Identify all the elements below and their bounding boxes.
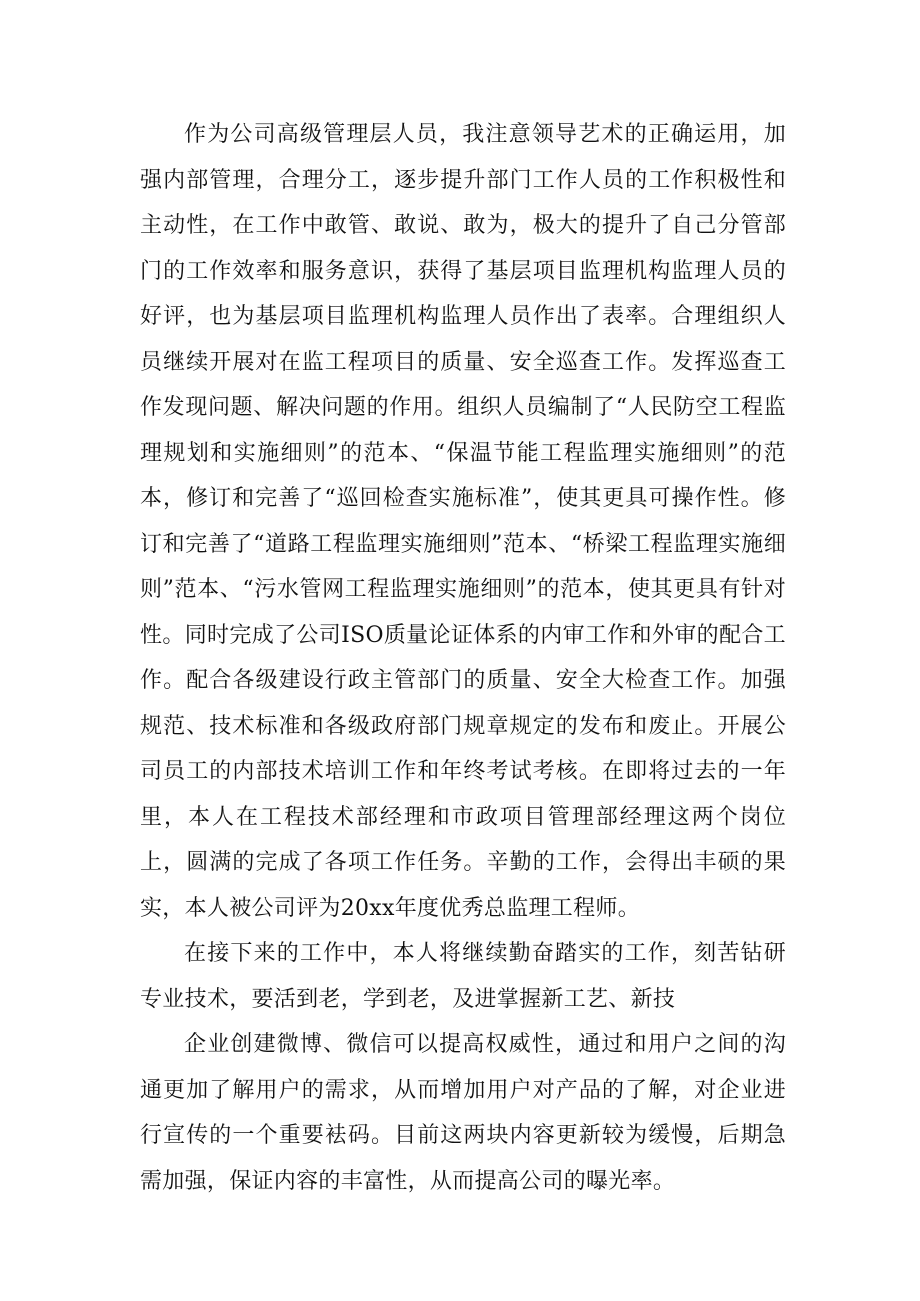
- paragraph-next-plan: 在接下来的工作中，本人将继续勤奋踏实的工作，刻苦钻研专业技术，要活到老，学到老，及进掌握新工艺、新技: [140, 941, 786, 1012]
- paragraph-weibo-wechat: 企业创建微博、微信可以提高权威性，通过和用户之间的沟通更加了解用户的需求，从而增加用户对产品的了解，对企业进行宣传的一个重要袪码。目前这两块内容更新较为缓慢，后期急需加强，保证内容的丰富性，从而提高公司的曝光率。: [140, 1032, 786, 1194]
- paragraph-work-summary: 作为公司高级管理层人员，我注意领导艺术的正确运用，加强内部管理，合理分工，逐步提升部门工作人员的工作积极性和主动性，在工作中敢管、敢说、敢为，极大的提升了自己分管部门的工作效率和服务意识，获得了基层项目监理机构监理人员的好评，也为基层项目监理机构监理人员作出了表率。合理组织人员继续开展对在监工程项目的质量、安全巡查工作。发挥巡查工作发现问题、解决问题的作用。组织人员编制了“人民防空工程监理规划和实施细则”的范本、“保温节能工程监理实施细则”的范本，修订和完善了“巡回检查实施标准”，使其更具可操作性。修订和完善了“道路工程监理实施细则”范本、“桥梁工程监理实施细则”范本、“污水管网工程监理实施细则”的范本，使其更具有针对性。同时完成了公司ISO质量论证体系的内审工作和外审的配合工作。配合各级建设行政主管部门的质量、安全大检查工作。加强规范、技术标准和各级政府部门规章规定的发布和废止。开展公司员工的内部技术培训工作和年终考试考核。在即将过去的一年里，本人在工程技术部经理和市政项目管理部经理这两个岗位上，圆满的完成了各项工作任务。辛勤的工作，会得出丰硕的果实，本人被公司评为20xx年度优秀总监理工程师。: [140, 122, 786, 921]
- document-body: [140, 112, 786, 1204]
